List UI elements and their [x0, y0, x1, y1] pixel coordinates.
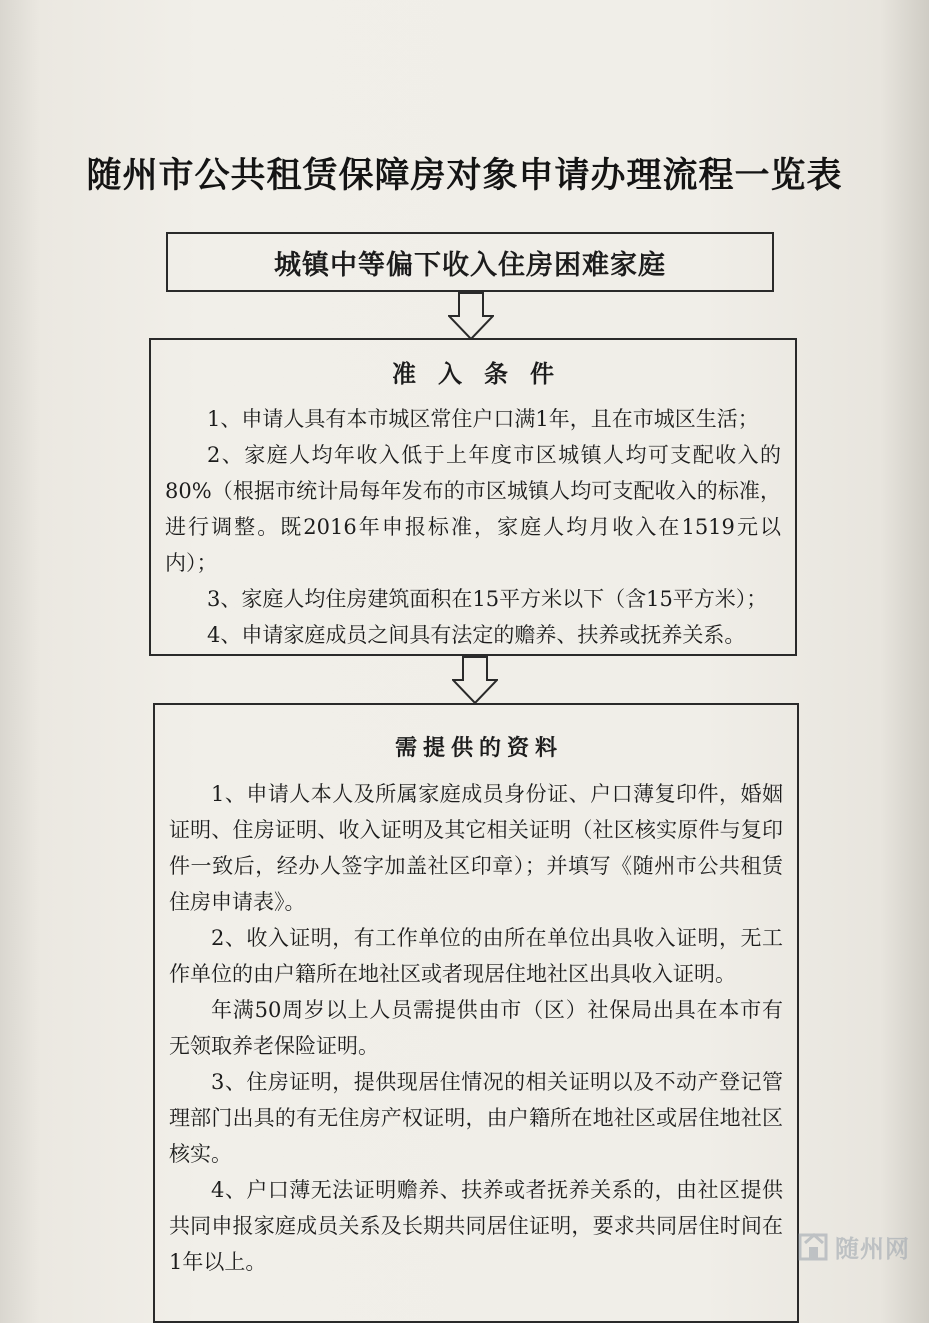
flow-arrow-down-icon: [452, 656, 498, 704]
materials-item: 4、户口薄无法证明赡养、扶养或者抚养关系的，由社区提供共同申报家庭成员关系及长期共同居住证明，要求共同居住时间在1年以上。: [169, 1178, 783, 1274]
admission-item: 4、申请家庭成员之间具有法定的赡养、扶养或抚养关系。: [207, 623, 746, 647]
materials-item: 1、申请人本人及所属家庭成员身份证、户口薄复印件，婚姻证明、住房证明、收入证明及其它相关证明（社区核实原件与复印件一致后，经办人签字加盖社区印章）；并填写《随州市公共租赁住房申请表》。: [169, 782, 783, 914]
required-materials-box: [153, 703, 799, 1323]
materials-item: 年满50周岁以上人员需提供由市（区）社保局出具在本市有无领取养老保险证明。: [169, 998, 783, 1058]
admission-item: 3、家庭人均住房建筑面积在15平方米以下（含15平方米）；: [207, 587, 768, 611]
materials-heading: 需提供的资料: [394, 735, 563, 761]
materials-item: 3、住房证明，提供现居住情况的相关证明以及不动产登记管理部门出具的有无住房产权证明，由户籍所在地社区或居住地社区核实。: [169, 1070, 783, 1166]
admission-item: 1、申请人具有本市城区常住户口满1年，且在市城区生活；: [207, 407, 759, 431]
target-group-label: 城镇中等偏下收入住房困难家庭: [274, 249, 666, 281]
materials-item: 2、收入证明，有工作单位的由所在单位出具收入证明，无工作单位的由户籍所在地社区或者现居住地社区出具收入证明。: [169, 926, 783, 986]
document-title: 随州市公共租赁保障房对象申请办理流程一览表: [86, 155, 843, 196]
admission-conditions-box: [149, 338, 797, 656]
target-group-box: [166, 232, 774, 292]
site-watermark: [797, 1226, 917, 1266]
watermark-text: 随州网: [835, 1234, 910, 1263]
admission-item: 2、家庭人均年收入低于上年度市区城镇人均可支配收入的80%（根据市统计局每年发布的市区城镇人均可支配收入的标准，进行调整。既2016年申报标准，家庭人均月收入在1519元以内）；: [165, 443, 781, 575]
flow-arrow-down-icon: [448, 292, 494, 340]
watermark-logo-icon: [797, 1229, 831, 1263]
admission-heading: 准入条件: [392, 359, 576, 388]
